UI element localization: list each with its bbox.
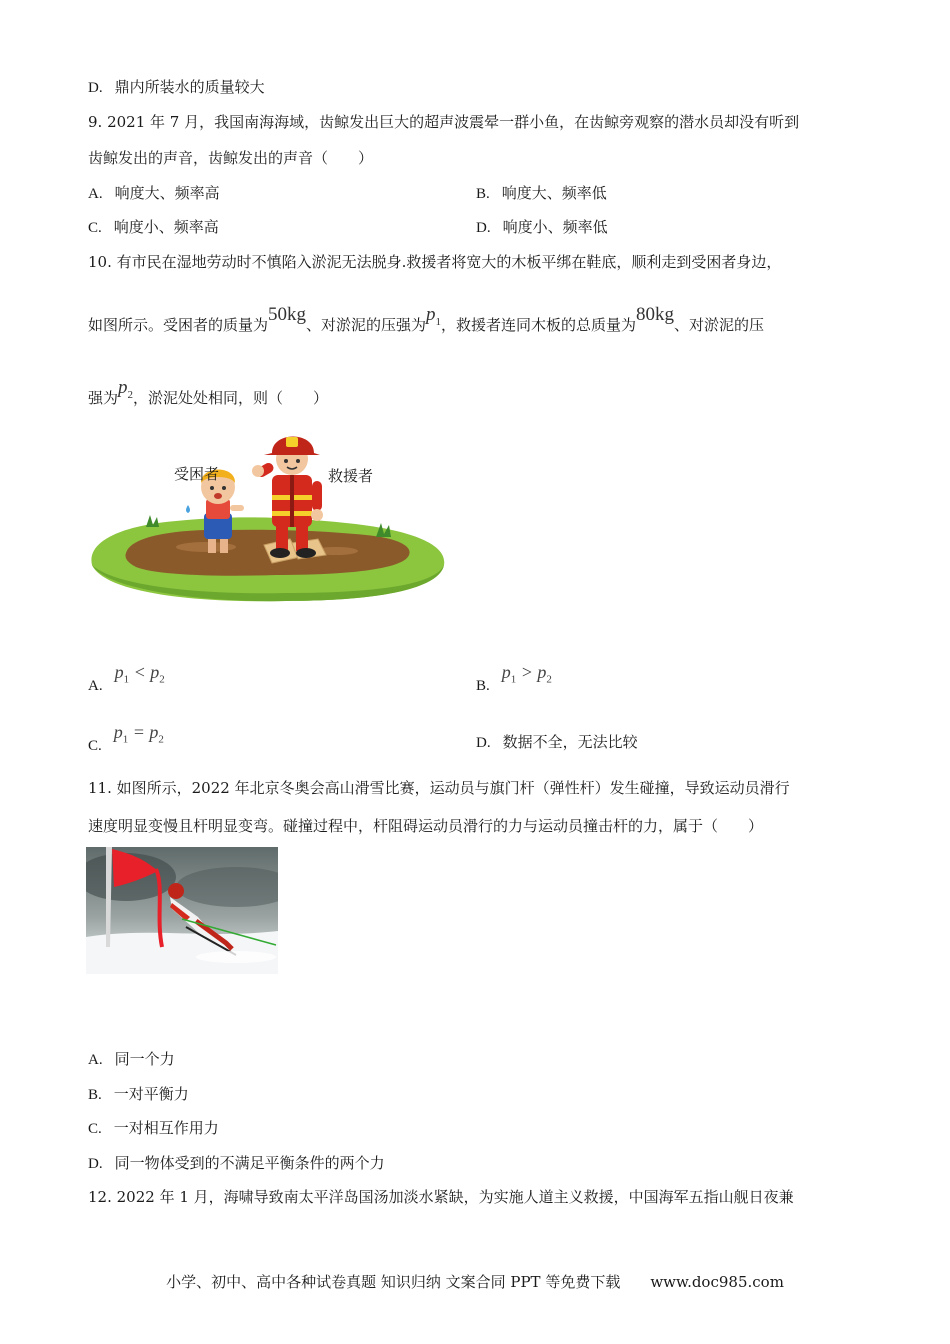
q10-figure xyxy=(86,425,448,605)
option-key: C. xyxy=(88,1121,102,1137)
option-key: D. xyxy=(476,735,491,751)
symbol: p xyxy=(537,662,547,682)
subscript: 1 xyxy=(123,673,130,686)
option-text: 数据不全，无法比较 xyxy=(502,733,638,751)
q10-option-d xyxy=(476,732,638,753)
q10-stem-line3 xyxy=(88,377,329,415)
symbol: p xyxy=(118,377,128,398)
symbol: p xyxy=(150,662,160,682)
option-math xyxy=(114,662,165,686)
option-text: 响度大、频率高 xyxy=(114,184,220,202)
option-key: D. xyxy=(476,220,491,236)
option-key: B. xyxy=(476,678,490,694)
q11-option-a xyxy=(88,1049,175,1070)
q9-option-a xyxy=(88,183,220,204)
option-key: A. xyxy=(88,678,103,694)
subscript: 2 xyxy=(158,733,164,746)
operator: < xyxy=(133,662,146,682)
q11-stem-line2: 速度明显变慢且杆明显变弯。碰撞过程中，杆阻碍运动员滑行的力与运动员撞击杆的力，属于（ ） xyxy=(88,817,764,835)
q10-option-b xyxy=(476,662,552,692)
subscript: 1 xyxy=(510,673,517,686)
skier-photo xyxy=(86,847,278,974)
option-text: 响度小、频率低 xyxy=(502,218,608,236)
q11-option-b xyxy=(88,1084,189,1105)
q8-option-d xyxy=(88,77,265,98)
q10-option-c xyxy=(88,722,164,752)
option-key: B. xyxy=(476,186,490,202)
q12-stem-line1: 12. 2022 年 1 月，海啸导致南太平洋岛国汤加淡水紧缺，为实施人道主义救援，中国海军五指山舰日夜兼 xyxy=(88,1188,794,1206)
q11-option-c xyxy=(88,1118,219,1139)
mass-rescuer: 80kg xyxy=(636,304,675,325)
symbol: p xyxy=(426,304,436,325)
symbol: p xyxy=(501,662,511,682)
q9-stem-line2: 齿鲸发出的声音，齿鲸发出的声音（ ） xyxy=(88,149,374,167)
mud-rescue-illustration xyxy=(86,425,448,605)
option-key: B. xyxy=(88,1087,102,1103)
option-text: 响度小、频率高 xyxy=(113,218,219,236)
q9-option-d xyxy=(476,217,608,238)
option-text: 同一个力 xyxy=(114,1050,175,1068)
subscript: 2 xyxy=(159,673,165,686)
text-segment: 、对淤泥的压 xyxy=(674,316,765,334)
q10-option-a xyxy=(88,662,165,692)
text-segment: 、对淤泥的压强为 xyxy=(306,316,427,334)
option-text: 一对平衡力 xyxy=(113,1085,189,1103)
q11-option-d xyxy=(88,1153,385,1174)
label-rescuer: 救援者 xyxy=(328,467,374,485)
operator: > xyxy=(520,662,533,682)
subscript: 1 xyxy=(122,733,129,746)
symbol: p xyxy=(149,722,159,742)
label-victim: 受困者 xyxy=(174,465,220,483)
q9-stem-line1: 9. 2021 年 7 月，我国南海海域，齿鲸发出巨大的超声波震晕一群小鱼，在齿鲸旁观察的潜水员却没有听到 xyxy=(88,113,800,131)
q11-photo xyxy=(86,847,278,974)
q11-stem-line1: 11. 如图所示，2022 年北京冬奥会高山滑雪比赛，运动员与旗门杆（弹性杆）发生碰撞，导致运动员滑行 xyxy=(88,779,790,797)
option-text: 同一物体受到的不满足平衡条件的两个力 xyxy=(114,1154,385,1172)
option-text: 响度大、频率低 xyxy=(501,184,607,202)
subscript: 2 xyxy=(127,388,134,401)
option-key: A. xyxy=(88,1052,103,1068)
text-segment: ，救援者连同木板的总质量为 xyxy=(441,316,637,334)
option-text: 鼎内所装水的质量较大 xyxy=(114,78,265,96)
page-footer: 小学、初中、高中各种试卷真题 知识归纳 文案合同 PPT 等免费下载 www.doc985.com xyxy=(166,1273,784,1291)
text-segment: ，淤泥处处相同，则（ ） xyxy=(133,389,329,407)
pressure-p1 xyxy=(426,304,442,328)
operator: = xyxy=(132,722,145,742)
option-key: A. xyxy=(88,186,103,202)
option-key: D. xyxy=(88,80,103,96)
option-math xyxy=(113,722,164,746)
text-segment: 如图所示。受困者的质量为 xyxy=(88,316,269,334)
option-key: C. xyxy=(88,738,102,754)
q9-option-b xyxy=(476,183,607,204)
mass-victim: 50kg xyxy=(268,304,307,325)
symbol: p xyxy=(113,722,123,742)
option-math xyxy=(501,662,552,686)
q9-option-c xyxy=(88,217,219,238)
q10-stem-line1: 10. 有市民在湿地劳动时不慎陷入淤泥无法脱身.救援者将宽大的木板平绑在鞋底，顺利走到受困者身边， xyxy=(88,253,782,271)
symbol: p xyxy=(114,662,124,682)
option-text: 一对相互作用力 xyxy=(113,1119,219,1137)
subscript: 2 xyxy=(546,673,552,686)
text-segment: 强为 xyxy=(88,389,119,407)
pressure-p2 xyxy=(118,377,134,401)
option-key: C. xyxy=(88,220,102,236)
option-key: D. xyxy=(88,1156,103,1172)
q10-stem-line2 xyxy=(88,304,765,342)
subscript: 1 xyxy=(435,315,442,328)
